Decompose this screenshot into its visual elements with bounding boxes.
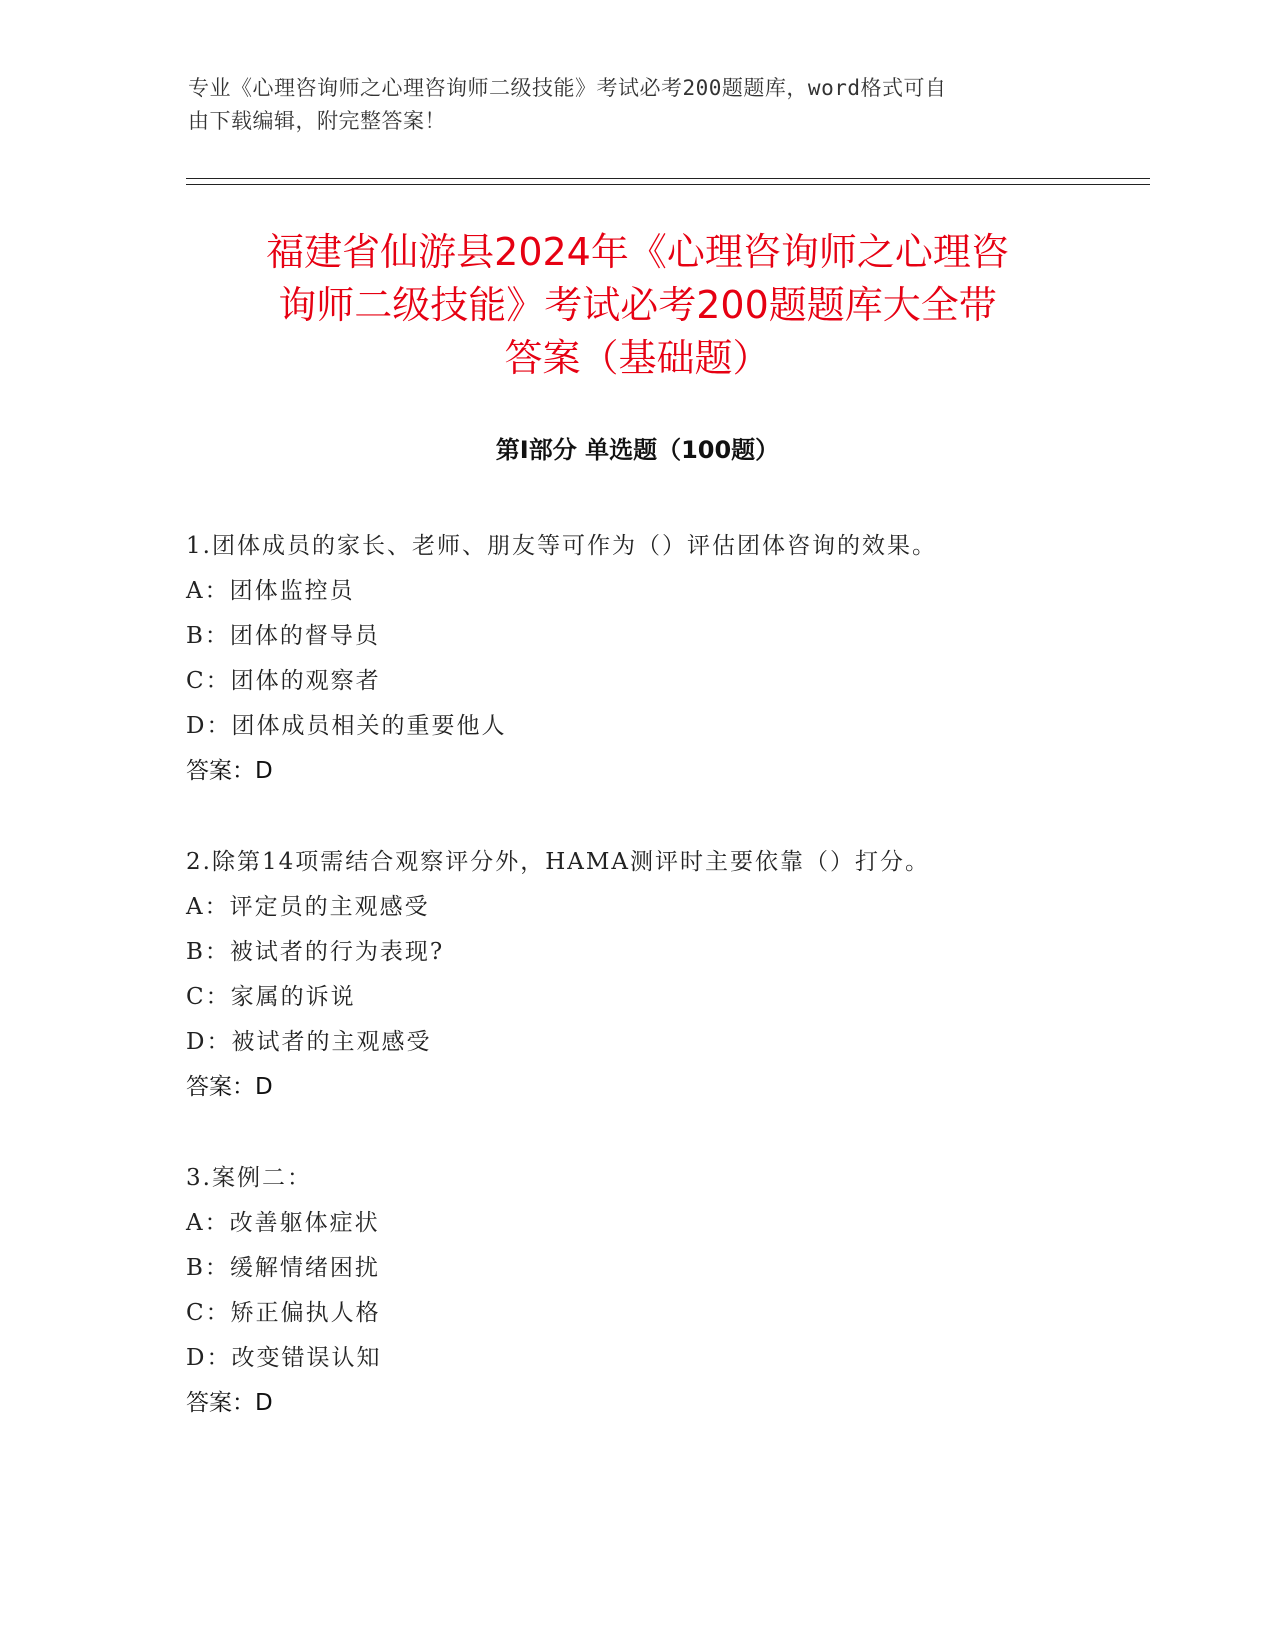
option-c: C：家属的诉说 [186, 984, 356, 1010]
answer: 答案：D [186, 758, 273, 784]
option-b: B：缓解情绪困扰 [186, 1255, 380, 1281]
section-title: 第Ⅰ部分 单选题（100题） [495, 436, 780, 464]
question-stem: 1.团体成员的家长、老师、朋友等可作为（）评估团体咨询的效果。 [186, 533, 937, 559]
question-2 [186, 840, 1146, 1110]
document-title-line-1: 福建省仙游县2024年《心理咨询师之心理咨 [266, 230, 1009, 274]
header-note [188, 72, 1068, 138]
option-c: C：矫正偏执人格 [186, 1300, 381, 1326]
option-c: C：团体的观察者 [186, 668, 381, 694]
question-stem: 3.案例二： [186, 1165, 312, 1191]
question-1 [186, 524, 1146, 794]
option-d: D：团体成员相关的重要他人 [186, 713, 507, 739]
header-rule-bottom [186, 184, 1150, 185]
answer: 答案：D [186, 1074, 273, 1100]
option-a: A：改善躯体症状 [186, 1210, 380, 1236]
option-b: B：团体的督导员 [186, 623, 380, 649]
document-title-line-2: 询师二级技能》考试必考200题题库大全带 [278, 283, 997, 327]
header-note-line-1: 专业《心理咨询师之心理咨询师二级技能》考试必考200题题库，word格式可自 [188, 76, 947, 100]
option-d: D：改变错误认知 [186, 1345, 382, 1371]
option-a: A：团体监控员 [186, 578, 355, 604]
answer: 答案：D [186, 1390, 273, 1416]
option-b: B：被试者的行为表现? [186, 939, 445, 965]
document-title-line-3: 答案（基础题） [504, 336, 771, 380]
option-a: A：评定员的主观感受 [186, 894, 430, 920]
question-stem: 2.除第14项需结合观察评分外，HAMA测评时主要依靠（）打分。 [186, 849, 931, 875]
header-note-line-2: 由下载编辑，附完整答案！ [188, 109, 446, 133]
document-title [150, 226, 1125, 385]
option-d: D：被试者的主观感受 [186, 1029, 432, 1055]
question-3 [186, 1156, 1146, 1426]
header-rule-top [186, 178, 1150, 179]
